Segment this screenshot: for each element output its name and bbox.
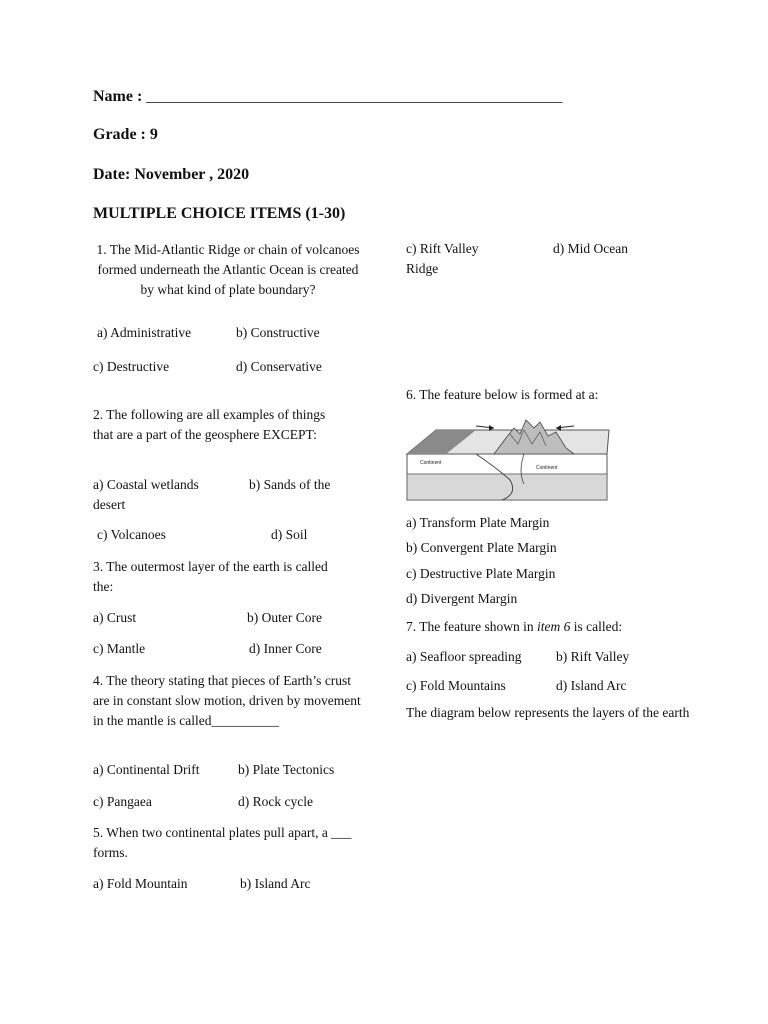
q4-option-c[interactable]: c) Pangaea xyxy=(93,794,152,809)
name-blank-line[interactable]: ____________________________________________________ xyxy=(146,88,563,105)
q1-option-b[interactable]: b) Constructive xyxy=(236,325,320,340)
q6-text: 6. The feature below is formed at a: xyxy=(406,387,599,402)
q2-text: 2. The following are all examples of things that are a part of the geosphere EXCEPT: xyxy=(93,407,326,442)
q5-option-d[interactable]: d) Mid Ocean xyxy=(553,241,628,256)
date-label: Date: November , 2020 xyxy=(93,166,250,183)
q6-option-d[interactable]: d) Divergent Margin xyxy=(406,591,518,606)
q2-option-c[interactable]: c) Volcanoes xyxy=(97,527,166,542)
q1-option-d[interactable]: d) Conservative xyxy=(236,359,322,374)
q3-option-b[interactable]: b) Outer Core xyxy=(247,610,322,625)
q7-option-d[interactable]: d) Island Arc xyxy=(556,678,627,693)
q5-option-b[interactable]: b) Island Arc xyxy=(240,876,311,891)
q3-option-d[interactable]: d) Inner Core xyxy=(249,641,322,656)
q1-text: 1. The Mid-Atlantic Ridge or chain of volcanoes formed underneath the Atlantic Ocean is created by what kind of plate boundary? xyxy=(96,242,360,297)
q1-option-c[interactable]: c) Destructive xyxy=(93,359,170,374)
q6-option-a[interactable]: a) Transform Plate Margin xyxy=(406,515,550,530)
q3-text: 3. The outermost layer of the earth is called the: xyxy=(93,559,328,594)
q7-option-a[interactable]: a) Seafloor spreading xyxy=(406,649,522,664)
q4-text: 4. The theory stating that pieces of Earth’s crust are in constant slow motion, driven by movement in the mantle is called__________ xyxy=(93,673,361,728)
diagram-label-left: Continent xyxy=(420,460,442,466)
q4-option-b[interactable]: b) Plate Tectonics xyxy=(238,762,335,777)
q2-option-d[interactable]: d) Soil xyxy=(271,527,308,542)
q2-option-b[interactable]: b) Sands of the xyxy=(249,477,331,492)
q2-option-b-cont: desert xyxy=(93,497,126,512)
q7-option-c[interactable]: c) Fold Mountains xyxy=(406,678,506,693)
q4-option-a[interactable]: a) Continental Drift xyxy=(93,762,200,777)
q6-option-c[interactable]: c) Destructive Plate Margin xyxy=(406,566,556,581)
q4-option-d[interactable]: d) Rock cycle xyxy=(238,794,313,809)
name-row xyxy=(93,88,562,106)
q3-option-a[interactable]: a) Crust xyxy=(93,610,137,625)
q5-option-a[interactable]: a) Fold Mountain xyxy=(93,876,188,891)
convergent-boundary-diagram xyxy=(406,414,610,502)
q5-option-d-cont: Ridge xyxy=(406,261,439,276)
q2-option-a[interactable]: a) Coastal wetlands xyxy=(93,477,199,492)
grade-label: Grade : 9 xyxy=(93,126,158,143)
q5-text: 5. When two continental plates pull apart, a ___ forms. xyxy=(93,825,352,860)
name-label: Name : xyxy=(93,88,147,105)
q7-text xyxy=(406,617,622,637)
layers-intro-text: The diagram below represents the layers of the earth xyxy=(406,705,690,720)
diagram-label-right: Continent xyxy=(536,465,558,471)
section-title: MULTIPLE CHOICE ITEMS (1-30) xyxy=(93,205,346,222)
q6-option-b[interactable]: b) Convergent Plate Margin xyxy=(406,540,557,555)
q7-text-start: 7. The feature shown in xyxy=(406,619,537,634)
q7-text-end: is called: xyxy=(570,619,623,634)
q7-option-b[interactable]: b) Rift Valley xyxy=(556,649,630,664)
q7-text-italic: item 6 xyxy=(536,619,571,634)
q5-option-c[interactable]: c) Rift Valley xyxy=(406,241,479,256)
q3-option-c[interactable]: c) Mantle xyxy=(93,641,146,656)
q1-option-a[interactable]: a) Administrative xyxy=(97,325,192,340)
